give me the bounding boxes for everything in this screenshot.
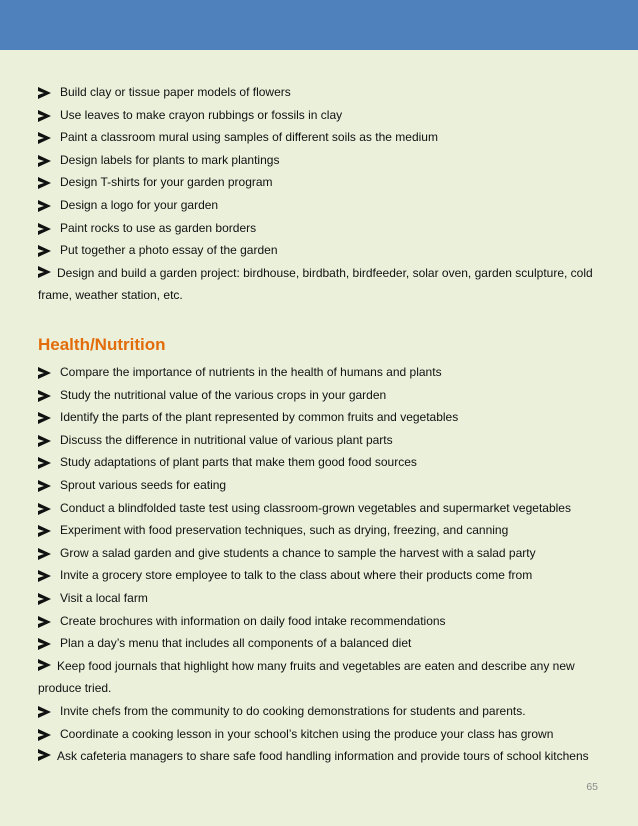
list-item [38, 587, 608, 610]
list-item [38, 655, 608, 700]
list-item-text: Experiment with food preservation techniques, such as drying, freezing, and canning [60, 523, 509, 538]
list-item [38, 542, 608, 565]
list-item [38, 126, 608, 149]
arrowhead-bullet-icon [38, 245, 51, 257]
arrowhead-bullet-icon [38, 177, 51, 189]
arrowhead-bullet-icon [38, 503, 51, 515]
list-item-text: Coordinate a cooking lesson in your school’s kitchen using the produce your class has grown [60, 726, 554, 741]
list-item-text: Create brochures with information on daily food intake recommendations [60, 613, 446, 628]
arrowhead-bullet-icon [38, 412, 51, 424]
arrowhead-bullet-icon [38, 435, 51, 447]
list-item [38, 361, 608, 384]
list-item-text: Grow a salad garden and give students a chance to sample the harvest with a salad party [60, 545, 536, 560]
list-item-text: Design T-shirts for your garden program [60, 175, 273, 190]
list-item-text: Invite chefs from the community to do cooking demonstrations for students and parents. [60, 703, 526, 718]
list-item-text: Design and build a garden project: birdhouse, birdbath, birdfeeder, solar oven, garden sculpture, cold frame, weather station, etc. [38, 265, 593, 303]
arrowhead-bullet-icon [38, 132, 51, 144]
header-bar [0, 0, 638, 50]
list-item-text: Discuss the difference in nutritional value of various plant parts [60, 432, 393, 447]
list-item-text: Sprout various seeds for eating [60, 477, 227, 492]
arrowhead-bullet-icon [38, 570, 51, 582]
arrowhead-bullet-icon [38, 457, 51, 469]
list-item-text: Keep food journals that highlight how many fruits and vegetables are eaten and describe any new produce tried. [38, 658, 575, 696]
list-item [38, 564, 608, 587]
list-item-text: Build clay or tissue paper models of flowers [60, 85, 291, 99]
list-item [38, 81, 608, 104]
arrowhead-bullet-icon [38, 480, 51, 492]
list-item [38, 723, 608, 746]
list-item [38, 194, 608, 217]
arrowhead-bullet-icon [38, 525, 51, 537]
list-item [38, 474, 608, 497]
arrowhead-bullet-icon [38, 110, 51, 122]
arrowhead-bullet-icon [38, 155, 51, 167]
list-item [38, 451, 608, 474]
arrowhead-bullet-icon [38, 548, 51, 560]
arts-activities-list [38, 81, 608, 307]
list-item-text: Use leaves to make crayon rubbings or fossils in clay [60, 107, 343, 122]
list-item-text: Design labels for plants to mark plantings [60, 152, 280, 167]
list-item-text: Compare the importance of nutrients in the health of humans and plants [60, 365, 442, 379]
arrowhead-bullet-icon [38, 367, 51, 379]
list-item-text: Study adaptations of plant parts that make them good food sources [60, 455, 417, 470]
list-item-text: Identify the parts of the plant represented by common fruits and vegetables [60, 410, 459, 425]
arrowhead-bullet-icon [38, 749, 51, 761]
list-item [38, 149, 608, 172]
list-item-text: Ask cafeteria managers to share safe food handling information and provide tours of school kitchens [57, 749, 589, 764]
list-item [38, 262, 608, 307]
list-item [38, 406, 608, 429]
list-item [38, 519, 608, 542]
list-item [38, 217, 608, 240]
list-item [38, 745, 608, 768]
list-item-text: Design a logo for your garden [60, 197, 219, 212]
list-item [38, 429, 608, 452]
arrowhead-bullet-icon [38, 729, 51, 741]
list-item-text: Plan a day’s menu that includes all components of a balanced diet [60, 636, 412, 651]
list-item-text: Paint rocks to use as garden borders [60, 220, 257, 235]
arrowhead-bullet-icon [38, 593, 51, 605]
arrowhead-bullet-icon [38, 200, 51, 212]
section-heading-health-nutrition: Health/Nutrition [38, 335, 166, 354]
list-item [38, 104, 608, 127]
arrowhead-bullet-icon [38, 390, 51, 402]
list-item-text: Invite a grocery store employee to talk to the class about where their products come from [60, 568, 533, 583]
arrowhead-bullet-icon [38, 659, 51, 671]
list-item-text: Visit a local farm [60, 590, 148, 605]
arrowhead-bullet-icon [38, 706, 51, 718]
health-activities-list [38, 361, 608, 768]
list-item-text: Put together a photo essay of the garden [60, 243, 278, 258]
list-item [38, 497, 608, 520]
list-item [38, 239, 608, 262]
arrowhead-bullet-icon [38, 266, 51, 278]
list-item [38, 610, 608, 633]
arrowhead-bullet-icon [38, 616, 51, 628]
list-item [38, 384, 608, 407]
list-item-text: Paint a classroom mural using samples of different soils as the medium [60, 130, 438, 145]
page-number: 65 [586, 781, 598, 793]
arrowhead-bullet-icon [38, 223, 51, 235]
list-item [38, 700, 608, 723]
list-item-text: Study the nutritional value of the various crops in your garden [60, 387, 387, 402]
list-item [38, 171, 608, 194]
list-item [38, 632, 608, 655]
arrowhead-bullet-icon [38, 87, 51, 99]
arrowhead-bullet-icon [38, 638, 51, 650]
list-item-text: Conduct a blindfolded taste test using classroom-grown vegetables and supermarket vegetables [60, 500, 571, 515]
